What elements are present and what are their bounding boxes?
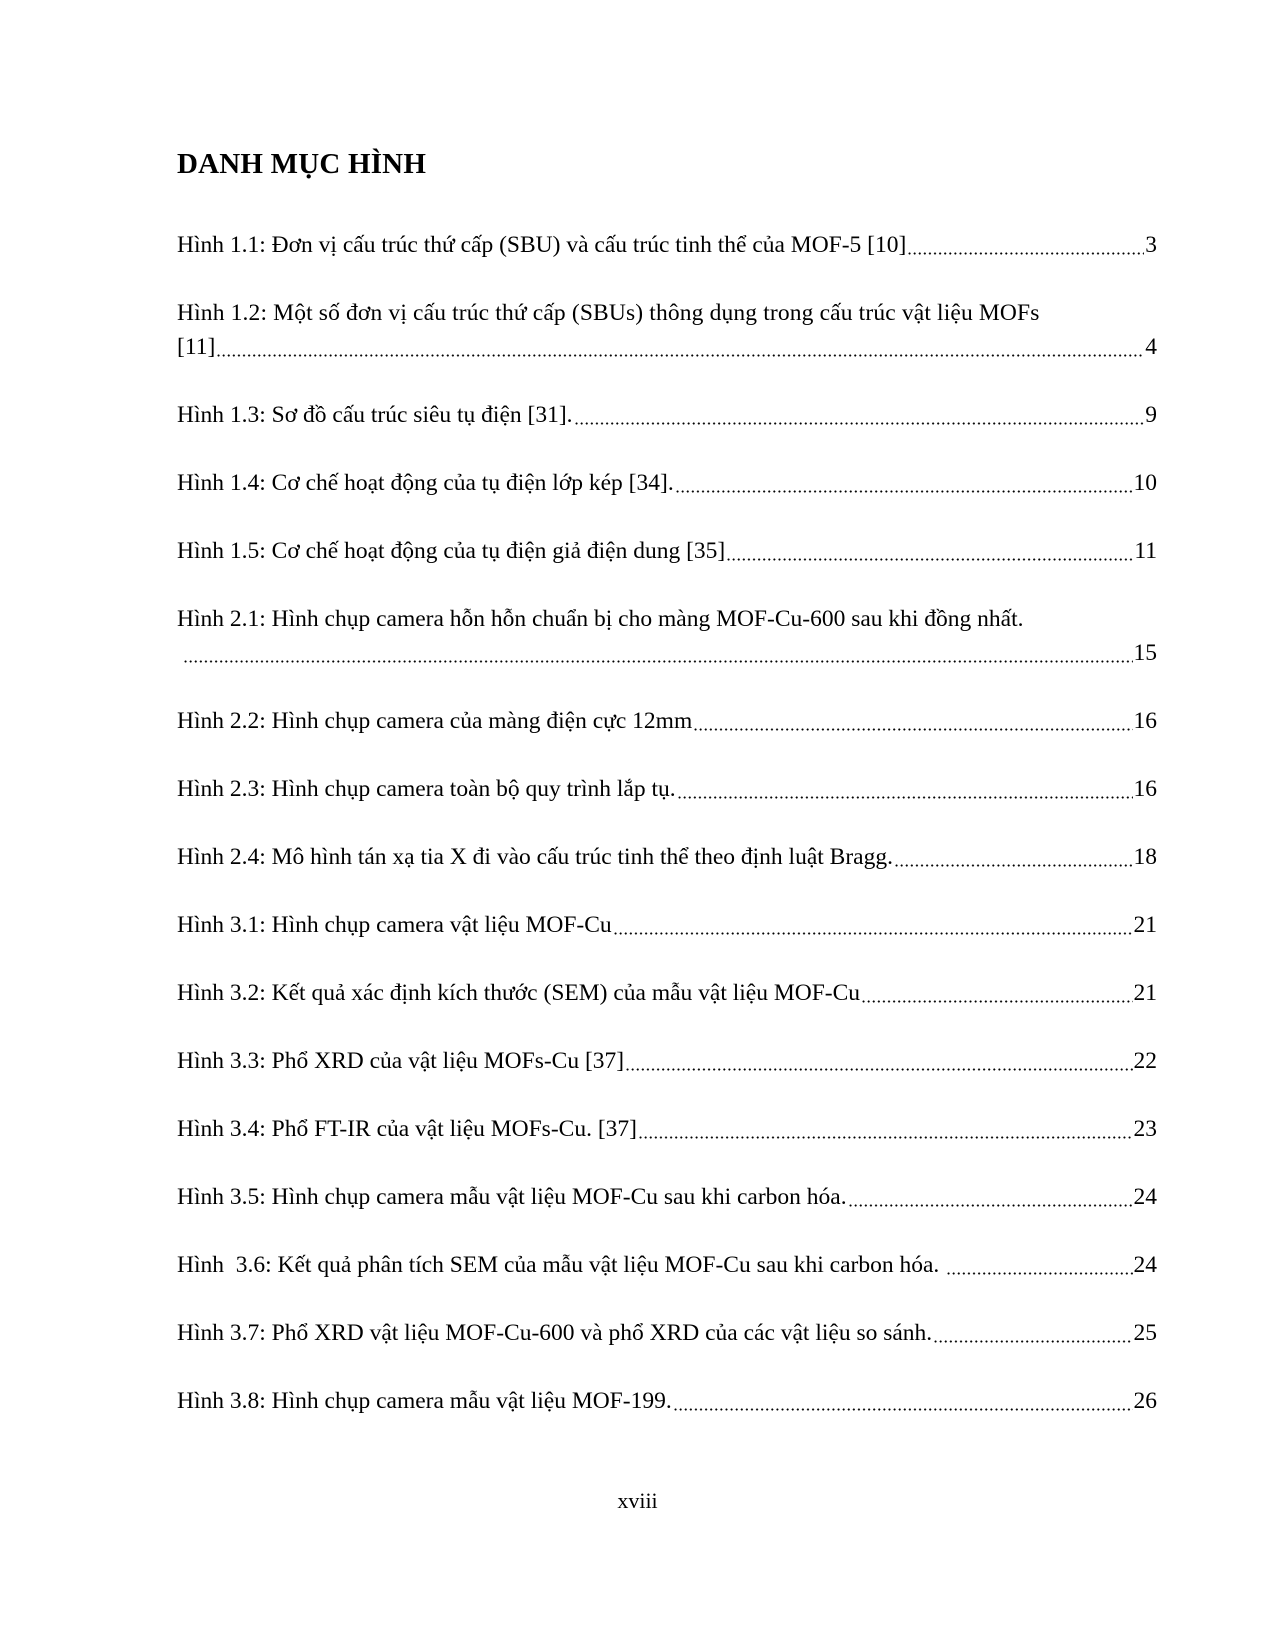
entry-page: 18 xyxy=(1133,844,1157,870)
toc-entry-2-1[interactable] xyxy=(177,602,1157,670)
toc-entry-2-4[interactable] xyxy=(177,840,1157,874)
entry-page: 10 xyxy=(1133,470,1157,496)
entry-page: 24 xyxy=(1133,1184,1157,1210)
toc-entry-1-4[interactable] xyxy=(177,466,1157,500)
page-title: DANH MỤC HÌNH xyxy=(177,148,427,180)
entry-label: Hình 3.8: Hình chụp camera mẫu vật liệu MOF-199. xyxy=(177,1388,672,1414)
toc-entry-2-2[interactable] xyxy=(177,704,1157,738)
entry-page: 11 xyxy=(1134,538,1157,564)
dot-leader xyxy=(574,419,1145,425)
dot-leader xyxy=(183,657,1133,663)
entry-label-continued: [11] xyxy=(177,334,216,360)
dot-leader xyxy=(625,1065,1132,1071)
toc-entry-1-1[interactable] xyxy=(177,228,1157,262)
figure-list xyxy=(177,228,1157,1452)
dot-leader xyxy=(848,1201,1133,1207)
entry-label: Hình 3.6: Kết quả phân tích SEM của mẫu vật liệu MOF-Cu sau khi carbon hóa. xyxy=(177,1252,946,1278)
entry-page: 22 xyxy=(1133,1048,1157,1074)
toc-entry-1-5[interactable] xyxy=(177,534,1157,568)
dot-leader xyxy=(726,555,1133,561)
entry-label: Hình 2.4: Mô hình tán xạ tia X đi vào cấu trúc tinh thể theo định luật Bragg. xyxy=(177,844,893,870)
dot-leader xyxy=(693,725,1132,731)
entry-label: Hình 3.5: Hình chụp camera mẫu vật liệu MOF-Cu sau khi carbon hóa. xyxy=(177,1184,847,1210)
entry-label: Hình 1.5: Cơ chế hoạt động của tụ điện giả điện dung [35] xyxy=(177,538,726,564)
dot-leader xyxy=(907,249,1144,255)
page-number: xviii xyxy=(617,1488,658,1513)
entry-page: 26 xyxy=(1133,1388,1157,1414)
entry-page: 9 xyxy=(1145,402,1157,428)
dot-leader xyxy=(216,351,1144,357)
toc-entry-3-2[interactable] xyxy=(177,976,1157,1010)
dot-leader xyxy=(673,1405,1133,1411)
entry-label: Hình 2.1: Hình chụp camera hỗn hỗn chuẩn bị cho màng MOF-Cu-600 sau khi đồng nhất. xyxy=(177,606,1024,632)
entry-label: Hình 1.2: Một số đơn vị cấu trúc thứ cấp (SBUs) thông dụng trong cấu trúc vật liệu MOFs xyxy=(177,300,1040,326)
dot-leader xyxy=(946,1269,1132,1275)
dot-leader xyxy=(894,861,1133,867)
entry-page: 16 xyxy=(1133,776,1157,802)
toc-entry-3-7[interactable] xyxy=(177,1316,1157,1350)
toc-entry-3-3[interactable] xyxy=(177,1044,1157,1078)
toc-entry-1-2[interactable] xyxy=(177,296,1157,364)
toc-entry-3-6[interactable] xyxy=(177,1248,1157,1282)
dot-leader xyxy=(675,487,1133,493)
entry-label: Hình 3.2: Kết quả xác định kích thước (SEM) của mẫu vật liệu MOF-Cu xyxy=(177,980,861,1006)
entry-page: 21 xyxy=(1133,980,1157,1006)
entry-label: Hình 2.3: Hình chụp camera toàn bộ quy trình lắp tụ. xyxy=(177,776,676,802)
entry-page: 4 xyxy=(1145,334,1157,360)
dot-leader xyxy=(861,997,1132,1003)
entry-page: 21 xyxy=(1133,912,1157,938)
toc-entry-2-3[interactable] xyxy=(177,772,1157,806)
dot-leader xyxy=(677,793,1133,799)
toc-entry-3-1[interactable] xyxy=(177,908,1157,942)
entry-label: Hình 3.1: Hình chụp camera vật liệu MOF-Cu xyxy=(177,912,612,938)
toc-entry-1-3[interactable] xyxy=(177,398,1157,432)
entry-page: 3 xyxy=(1145,232,1157,258)
entry-page: 24 xyxy=(1133,1252,1157,1278)
dot-leader xyxy=(933,1337,1132,1343)
entry-label: Hình 1.4: Cơ chế hoạt động của tụ điện lớp kép [34]. xyxy=(177,470,674,496)
toc-entry-3-4[interactable] xyxy=(177,1112,1157,1146)
dot-leader xyxy=(638,1133,1133,1139)
entry-page: 16 xyxy=(1133,708,1157,734)
entry-page: 25 xyxy=(1133,1320,1157,1346)
toc-entry-3-5[interactable] xyxy=(177,1180,1157,1214)
entry-label: Hình 3.7: Phổ XRD vật liệu MOF-Cu-600 và phổ XRD của các vật liệu so sánh. xyxy=(177,1320,933,1346)
dot-leader xyxy=(613,929,1133,935)
entry-label: Hình 1.3: Sơ đồ cấu trúc siêu tụ điện [31]. xyxy=(177,402,573,428)
entry-label: Hình 3.3: Phổ XRD của vật liệu MOFs-Cu [37] xyxy=(177,1048,625,1074)
entry-page: 23 xyxy=(1133,1116,1157,1142)
entry-label: Hình 2.2: Hình chụp camera của màng điện cực 12mm xyxy=(177,708,693,734)
entry-label: Hình 1.1: Đơn vị cấu trúc thứ cấp (SBU) và cấu trúc tinh thể của MOF-5 [10] xyxy=(177,232,907,258)
entry-page: 15 xyxy=(1133,640,1157,666)
entry-label: Hình 3.4: Phổ FT-IR của vật liệu MOFs-Cu. [37] xyxy=(177,1116,637,1142)
toc-entry-3-8[interactable] xyxy=(177,1384,1157,1418)
